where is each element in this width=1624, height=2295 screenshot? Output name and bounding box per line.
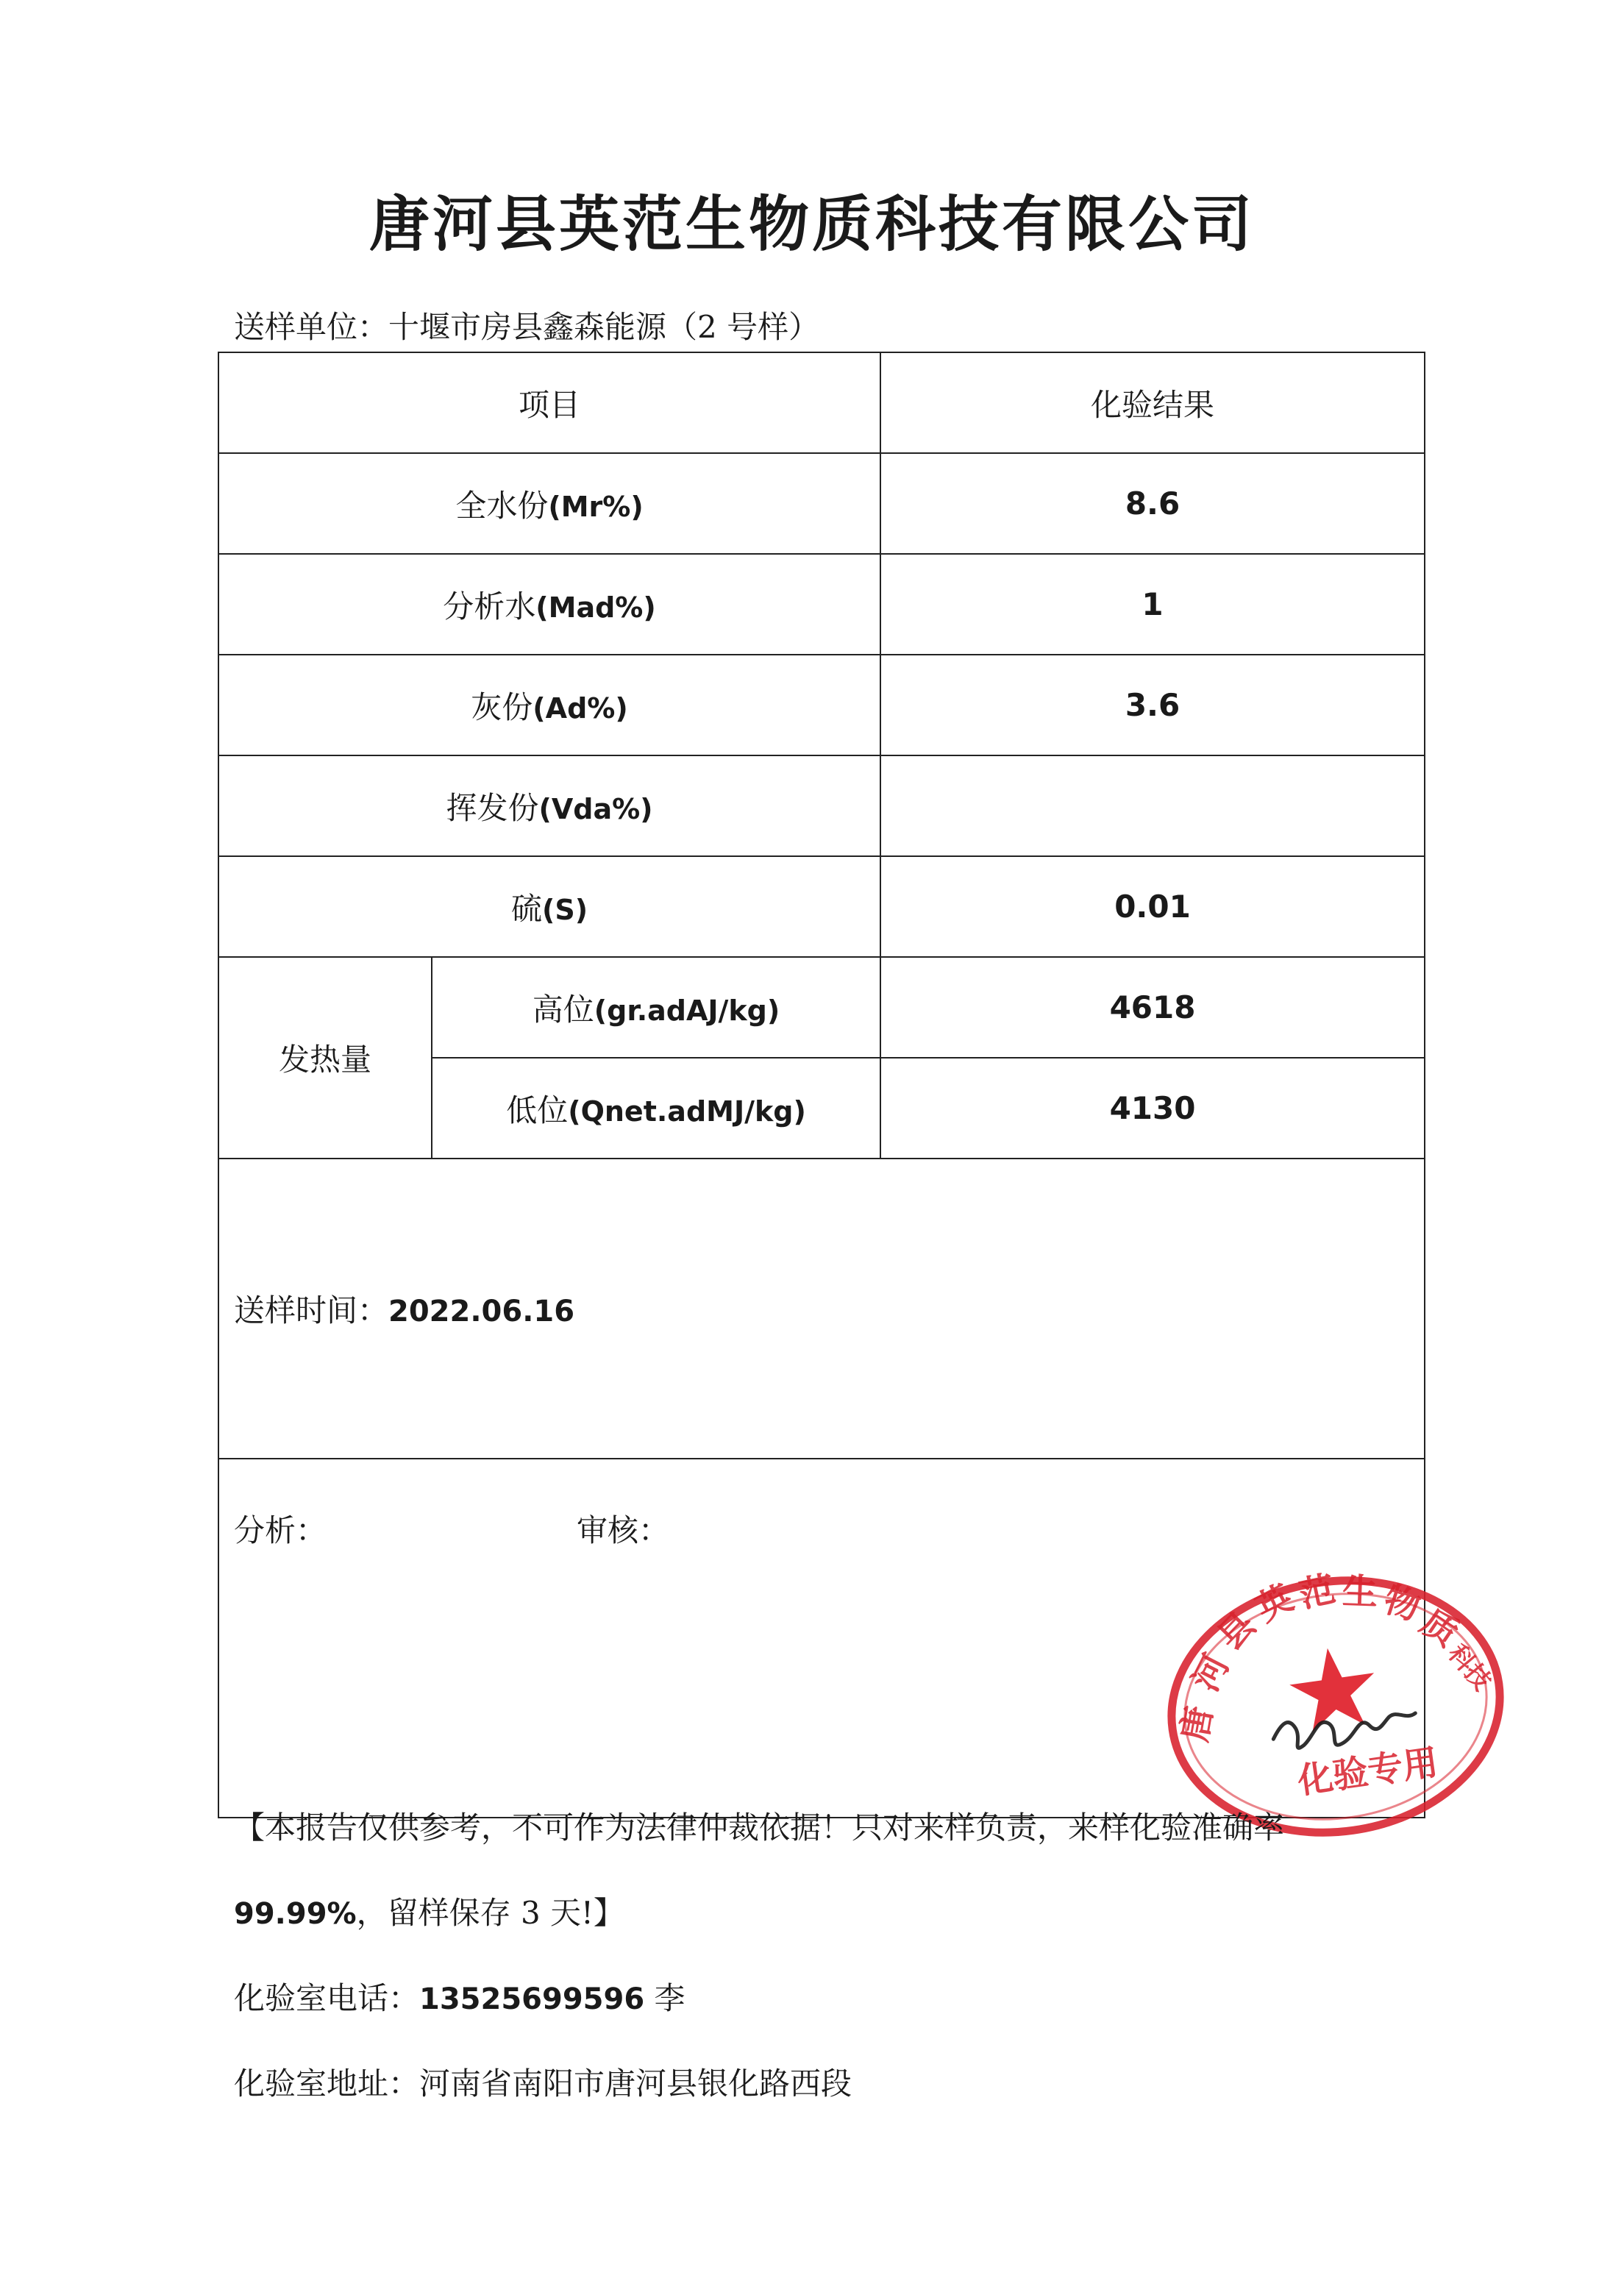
table-row xyxy=(218,554,1425,655)
svg-text:质: 质 xyxy=(1413,1601,1466,1656)
svg-text:物: 物 xyxy=(1378,1579,1425,1629)
row-label xyxy=(218,453,880,554)
heat-low-cn: 低位 xyxy=(506,1092,569,1128)
disclaimer-percent: 99.99% xyxy=(234,1897,357,1931)
company-title: 唐河县英范生物质科技有限公司 xyxy=(368,190,1255,260)
row-label-cn: 硫 xyxy=(510,890,542,927)
svg-text:科技: 科技 xyxy=(1442,1639,1497,1697)
sample-unit-label: 送样单位： xyxy=(234,309,389,345)
sample-time-row xyxy=(218,1159,1425,1459)
header-item: 项目 xyxy=(218,352,880,453)
table-row xyxy=(218,755,1425,856)
table-header-row xyxy=(218,352,1425,453)
disclaimer-line-1: 【本报告仅供参考，不可作为法律仲裁依据！只对来样负责，来样化验准确率 xyxy=(234,1810,1285,1846)
row-label-unit: (S) xyxy=(541,893,588,926)
svg-text:河: 河 xyxy=(1184,1648,1238,1698)
table-row xyxy=(218,453,1425,554)
row-label-unit: (Vda%) xyxy=(538,792,653,825)
phone-gap xyxy=(644,1980,654,2016)
svg-text:英: 英 xyxy=(1249,1576,1300,1630)
heat-high-unit: (gr.adAJ/kg) xyxy=(594,994,780,1027)
sample-time-cell xyxy=(218,1159,1425,1459)
sample-time-label: 送样时间： xyxy=(234,1292,389,1328)
phone-number: 13525699596 xyxy=(419,1982,645,2016)
heat-low-label xyxy=(432,1058,880,1159)
table-row-heat-high xyxy=(218,957,1425,1058)
row-label-cn: 灰份 xyxy=(471,688,533,725)
sample-unit-value: 十堰市房县鑫森能源（2 号样） xyxy=(388,309,820,345)
heat-low-unit: (Qnet.adMJ/kg) xyxy=(568,1095,806,1128)
analysis-label: 分析： xyxy=(234,1512,327,1548)
heat-low-value: 4130 xyxy=(880,1058,1425,1159)
svg-text:化验专用: 化验专用 xyxy=(1294,1741,1441,1802)
svg-text:县: 县 xyxy=(1209,1604,1264,1659)
table-row xyxy=(218,655,1425,755)
row-value xyxy=(880,755,1425,856)
lab-phone-line xyxy=(234,1974,685,2018)
row-label xyxy=(218,755,880,856)
row-value: 1 xyxy=(880,554,1425,655)
heat-label: 发热量 xyxy=(218,957,432,1159)
svg-text:范: 范 xyxy=(1295,1568,1339,1616)
table-row xyxy=(218,856,1425,957)
row-label-cn: 分析水 xyxy=(443,588,536,625)
phone-name: 李 xyxy=(654,1980,685,2016)
row-label xyxy=(218,554,880,655)
row-label xyxy=(218,856,880,957)
row-label xyxy=(218,655,880,755)
disclaimer-line-2 xyxy=(234,1889,624,1933)
address-value: 河南省南阳市唐河县银化路西段 xyxy=(419,2066,852,2102)
row-label-cn: 全水份 xyxy=(455,487,549,524)
heat-high-value: 4618 xyxy=(880,957,1425,1058)
row-label-unit: (Mad%) xyxy=(535,591,656,624)
heat-high-cn: 高位 xyxy=(532,991,594,1028)
row-value: 3.6 xyxy=(880,655,1425,755)
sample-time-value: 2022.06.16 xyxy=(388,1295,575,1328)
stamp-star-icon xyxy=(1285,1643,1381,1734)
disclaimer-rest: ，留样保存 3 天!】 xyxy=(356,1895,624,1931)
lab-address-line xyxy=(234,2060,852,2104)
row-value: 8.6 xyxy=(880,453,1425,554)
heat-high-label xyxy=(432,957,880,1058)
header-result: 化验结果 xyxy=(880,352,1425,453)
svg-text:唐: 唐 xyxy=(1173,1703,1221,1746)
address-label: 化验室地址： xyxy=(234,2066,420,2102)
row-label-cn: 挥发份 xyxy=(446,789,539,826)
svg-text:生: 生 xyxy=(1342,1570,1379,1614)
sample-unit-line xyxy=(234,303,819,347)
phone-label: 化验室电话： xyxy=(234,1980,420,2016)
row-label-unit: (Mr%) xyxy=(548,490,644,523)
row-value: 0.01 xyxy=(880,856,1425,957)
row-label-unit: (Ad%) xyxy=(533,691,628,725)
review-label: 审核： xyxy=(577,1512,670,1548)
